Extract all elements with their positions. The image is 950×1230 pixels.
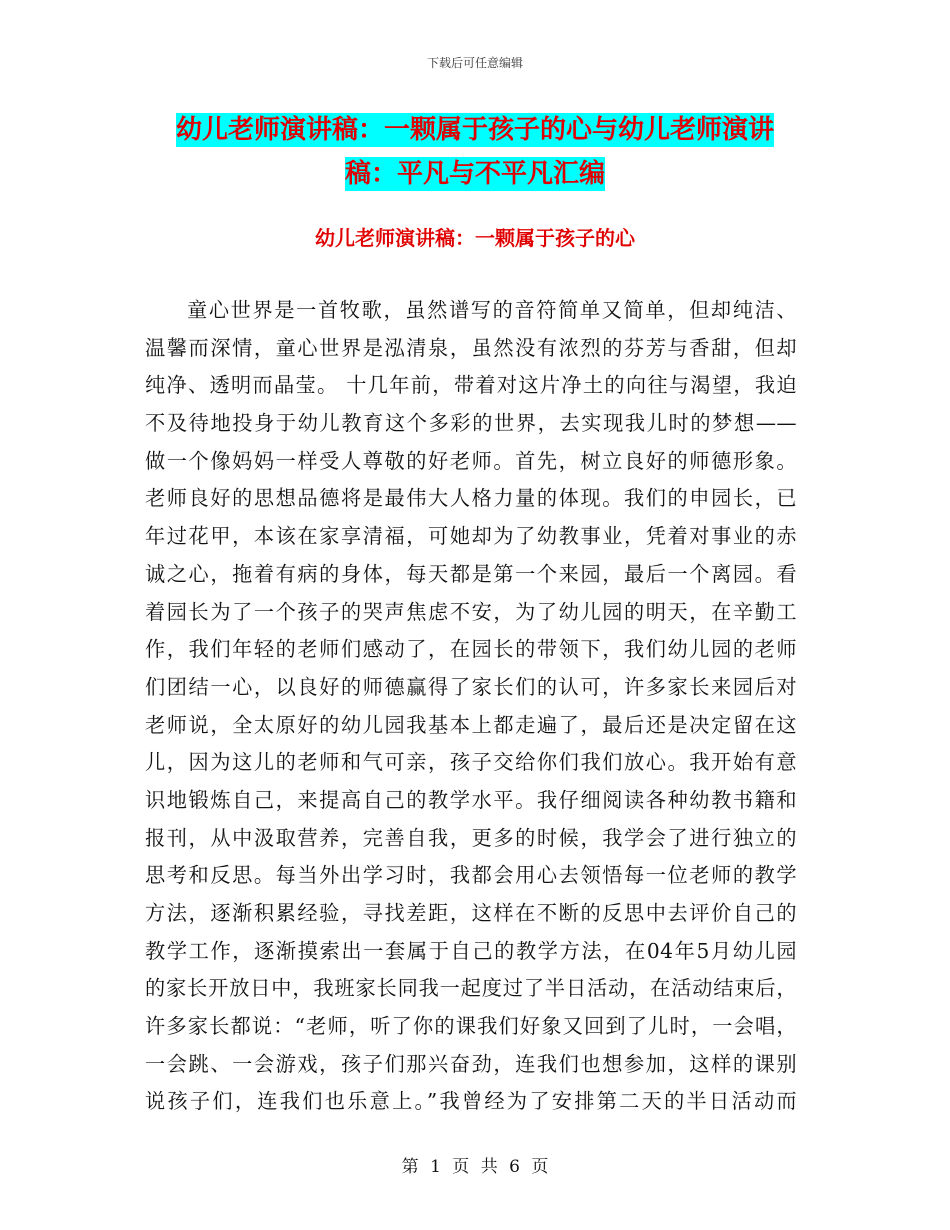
header-note: 下载后可任意编辑 <box>426 56 523 70</box>
body-line: 纯净、透明而晶莹。 十几年前，带着对这片净土的向往与渴望，我迫 <box>145 373 797 398</box>
section-title: 幼儿老师演讲稿：一颗属于孩子的心 <box>315 226 635 250</box>
body-line: 老师良好的思想品德将是最伟大人格力量的体现。我们的申园长，已 <box>145 486 797 511</box>
document-title-line-2: 稿：平凡与不平凡汇编 <box>344 159 605 189</box>
document-title-line-1: 幼儿老师演讲稿：一颗属于孩子的心与幼儿老师演讲 <box>175 115 774 145</box>
body-line: 识地锻炼自己，来提高自己的教学水平。我仔细阅读各种幼教书籍和 <box>145 787 797 812</box>
body-line: 儿，因为这儿的老师和气可亲，孩子交给你们我们放心。我开始有意 <box>145 750 797 775</box>
body-line: 作，我们年轻的老师们感动了，在园长的带领下，我们幼儿园的老师 <box>145 637 797 662</box>
body-line: 报刊，从中汲取营养，完善自我，更多的时候，我学会了进行独立的 <box>145 825 797 850</box>
body-line: 的家长开放日中，我班家长同我一起度过了半日活动，在活动结束后， <box>145 976 797 1001</box>
body-line: 老师说，全太原好的幼儿园我基本上都走遍了，最后还是决定留在这 <box>145 712 797 737</box>
body-line: 温馨而深情，童心世界是泓清泉，虽然没有浓烈的芬芳与香甜，但却 <box>145 335 797 360</box>
body-line: 诚之心，拖着有病的身体，每天都是第一个来园，最后一个离园。看 <box>145 561 797 586</box>
body-line: 教学工作，逐渐摸索出一套属于自己的教学方法，在04年5月幼儿园 <box>145 938 797 963</box>
page-footer: 第 1 页 共 6 页 <box>401 1157 549 1177</box>
body-line: 做一个像妈妈一样受人尊敬的好老师。首先，树立良好的师德形象。 <box>145 448 797 473</box>
body-line: 一会跳、一会游戏，孩子们那兴奋劲，连我们也想参加，这样的课别 <box>145 1051 797 1076</box>
body-text <box>145 292 797 1121</box>
document-title <box>140 108 810 196</box>
body-line: 不及待地投身于幼儿教育这个多彩的世界，去实现我儿时的梦想—— <box>145 411 797 436</box>
body-line: 们团结一心，以良好的师德赢得了家长们的认可，许多家长来园后对 <box>145 674 797 699</box>
body-line: 许多家长都说：“老师，听了你的课我们好象又回到了儿时，一会唱， <box>145 1014 797 1039</box>
body-line: 童心世界是一首牧歌，虽然谱写的音符简单又简单，但却纯洁、 <box>187 298 797 322</box>
body-line: 说孩子们，连我们也乐意上。”我曾经为了安排第二天的半日活动而 <box>145 1089 797 1114</box>
body-line: 着园长为了一个孩子的哭声焦虑不安，为了幼儿园的明天，在辛勤工 <box>145 599 797 624</box>
body-line: 思考和反思。每当外出学习时，我都会用心去领悟每一位老师的教学 <box>145 863 797 888</box>
body-line: 年过花甲，本该在家享清福，可她却为了幼教事业，凭着对事业的赤 <box>145 524 797 549</box>
body-line: 方法，逐渐积累经验，寻找差距，这样在不断的反思中去评价自己的 <box>145 901 797 925</box>
